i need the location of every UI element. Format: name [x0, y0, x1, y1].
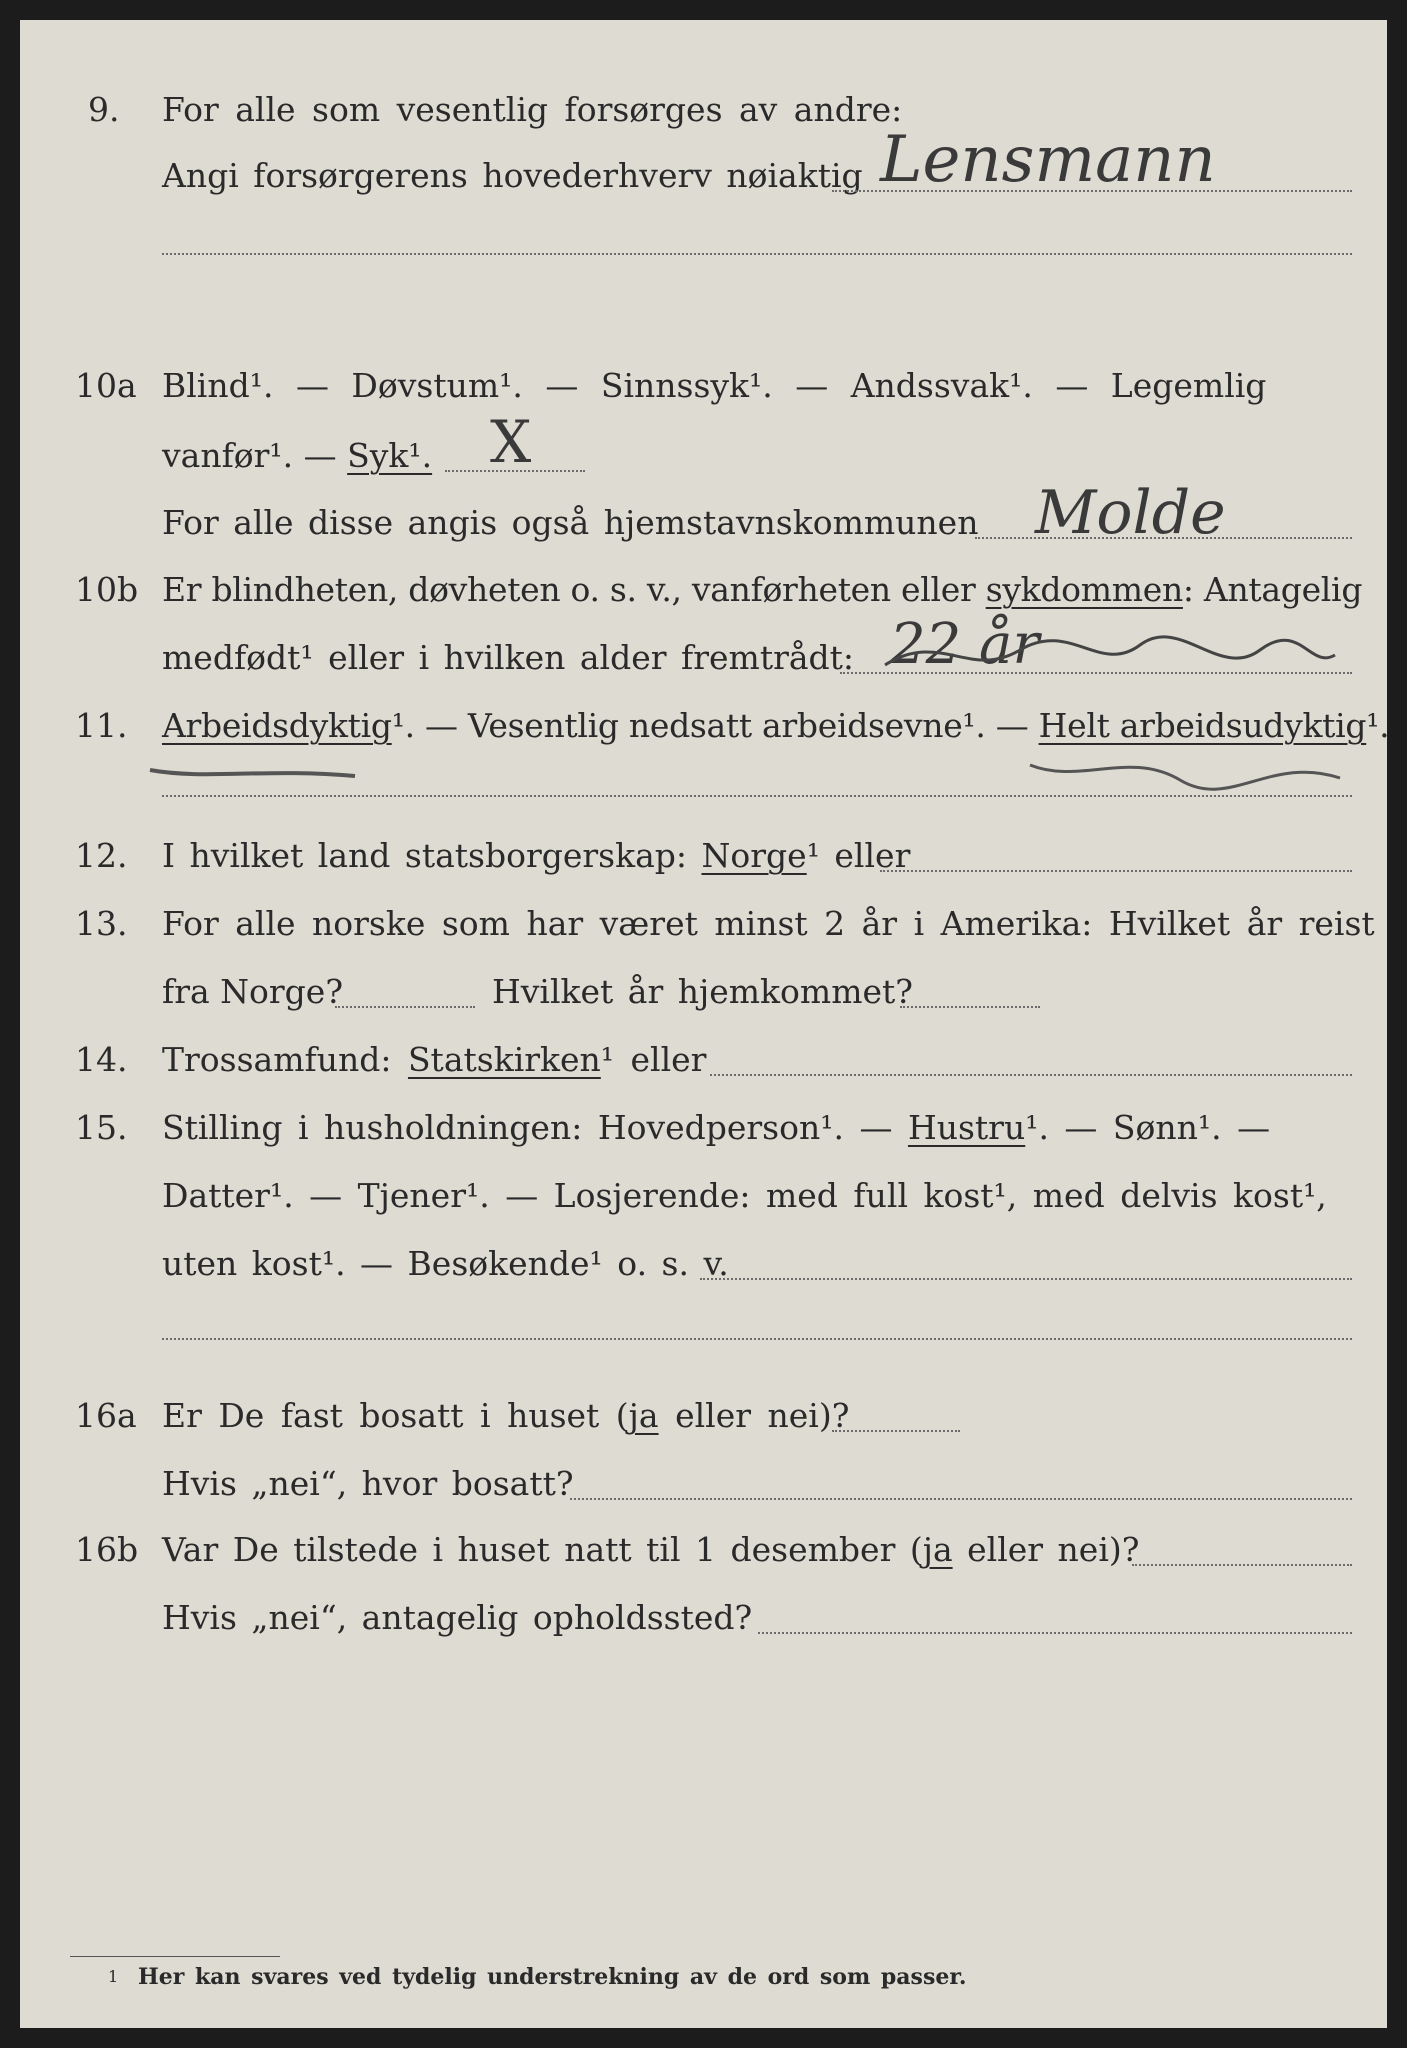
item-10b-scribble [880, 620, 1340, 690]
item-15-line3: uten kost¹. — Besøkende¹ o. s. v. [162, 1244, 729, 1283]
item-11-middle: ¹. — Vesentlig nedsatt arbeidsevne¹. — [391, 706, 1039, 745]
item-13-number: 13. [75, 904, 128, 943]
item-15-line2: Datter¹. — Tjener¹. — Losjerende: med full kost¹, med delvis kost¹, [162, 1176, 1327, 1215]
item-13-returned-label: Hvilket år hjemkommet? [492, 972, 913, 1011]
item-9-provider-label: Angi forsørgerens hovederhverv nøiaktig [162, 156, 863, 195]
item-15-text-a: Stilling i husholdningen: Hovedperson¹. — [162, 1108, 908, 1147]
item-16a-where-line [570, 1498, 1352, 1500]
item-11-scribble [1020, 740, 1350, 800]
item-15-answer-line [700, 1278, 1352, 1280]
item-12-number: 12. [75, 836, 128, 875]
item-12-eller: ¹ eller [806, 836, 911, 875]
item-15-text-c: ¹. — Sønn¹. — [1025, 1108, 1271, 1147]
item-12-citizenship [162, 836, 910, 876]
item-16a-number: 16a [75, 1396, 137, 1435]
item-10a-handwritten-answer: Molde [1035, 478, 1226, 548]
item-16b-question [162, 1530, 1139, 1570]
item-11-end: ¹. [1366, 706, 1390, 745]
item-10b-sykdommen-underlined: sykdommen [985, 570, 1183, 609]
item-16b-answer-line [1132, 1564, 1352, 1566]
item-14-statskirken-underlined: Statskirken [407, 1040, 601, 1079]
item-11-number: 11. [75, 706, 128, 745]
item-16a-where-label: Hvis „nei“, hvor bosatt? [162, 1464, 574, 1503]
item-10b-question [162, 570, 1362, 610]
item-16a-question [162, 1396, 849, 1436]
footnote-rule [70, 1956, 280, 1957]
item-10a-number: 10a [75, 366, 137, 405]
item-15-blank-line [162, 1338, 1352, 1340]
item-11-helt-arbeidsudyktig: Helt arbeidsudyktig [1038, 706, 1367, 745]
item-16a-answer-line [832, 1430, 960, 1432]
item-16a-text-c: eller nei)? [658, 1396, 850, 1435]
item-10a-checkmark: X [490, 408, 532, 476]
item-13-left-norway-label: fra Norge? [162, 972, 344, 1011]
item-16b-text-c: eller nei)? [952, 1530, 1140, 1569]
item-10b-handwritten-answer: 22 år [890, 612, 1040, 677]
item-10b-text-c: : Antagelig [1182, 570, 1363, 609]
item-9-blank-line [162, 253, 1352, 255]
item-13-question: For alle norske som har været minst 2 år i Amerika: Hvilket år reist [162, 904, 1375, 943]
item-14-answer-line [710, 1074, 1352, 1076]
item-14-eller: ¹ eller [600, 1040, 707, 1079]
item-9-number: 9. [88, 90, 120, 129]
item-12-label: I hvilket land statsborgerskap: [162, 836, 702, 875]
item-10a-vanfor: vanfør¹. — [162, 436, 348, 475]
item-13-left-norway-line [335, 1006, 475, 1008]
item-16b-number: 16b [75, 1530, 139, 1569]
item-16b-ja-underlined: ja [922, 1530, 953, 1569]
footnote-text: Her kan svares ved tydelig understrekning av de ord som passer. [138, 1964, 967, 1990]
item-10b-text-a: Er blindheten, døvheten o. s. v., vanførheten eller [162, 570, 986, 609]
item-12-answer-line [880, 870, 1352, 872]
item-13-returned-line [900, 1006, 1040, 1008]
item-16a-ja-underlined: ja [628, 1396, 659, 1435]
item-10b-number: 10b [75, 570, 139, 609]
census-form-page [20, 20, 1390, 2028]
item-10a-home-municipality-label: For alle disse angis også hjemstavnskommunen [162, 503, 979, 542]
item-16b-whereabouts-label: Hvis „nei“, antagelig opholdssted? [162, 1598, 753, 1637]
item-14-label: Trossamfund: [162, 1040, 408, 1079]
item-15-hustru-underlined: Hustru [907, 1108, 1026, 1147]
item-11-arbeidsdyktig: Arbeidsdyktig [162, 706, 392, 745]
item-16a-text-a: Er De fast bosatt i huset ( [162, 1396, 629, 1435]
item-14-religion [162, 1040, 706, 1080]
item-9-handwritten-answer: Lensmann [880, 123, 1216, 197]
item-15-number: 15. [75, 1108, 128, 1147]
item-16b-text-a: Var De tilstede i huset natt til 1 desember ( [162, 1530, 923, 1569]
item-11-underline-stroke [145, 758, 365, 788]
item-16b-whereabouts-line [758, 1632, 1352, 1634]
item-10a-syk-underlined: Syk¹. [347, 436, 433, 475]
item-12-norge-underlined: Norge [701, 836, 807, 875]
footnote-marker: 1 [108, 1967, 119, 1986]
item-10b-age-label: medfødt¹ eller i hvilken alder fremtrådt: [162, 638, 855, 677]
item-9-question: For alle som vesentlig forsørges av andre: [162, 90, 903, 129]
item-10a-conditions: Blind¹. — Døvstum¹. — Sinnssyk¹. — Andssvak¹. — Legemlig [162, 366, 1267, 405]
item-10a-line2 [162, 436, 432, 476]
item-14-number: 14. [75, 1040, 128, 1079]
item-15-household-position [162, 1108, 1270, 1148]
item-11-blank-line [162, 795, 1352, 797]
